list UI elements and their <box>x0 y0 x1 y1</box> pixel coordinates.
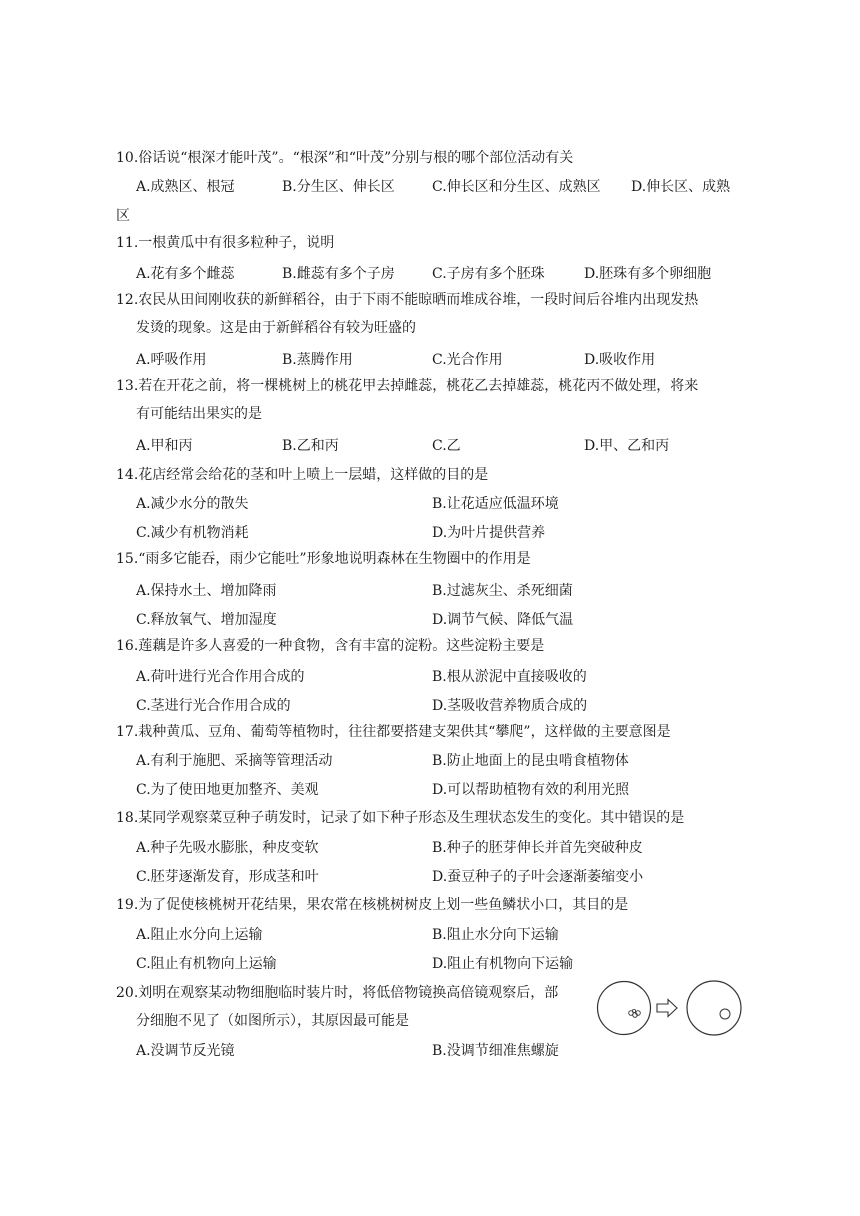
question-20-stem: 20.刘明在观察某动物细胞临时装片时，将低倍物镜换高倍镜观察后，部 <box>116 985 559 1001</box>
q14-option-c: C.减少有机物消耗 <box>136 525 249 541</box>
q17-option-c: C.为了使田地更加整齐、美观 <box>136 782 319 798</box>
q12-option-c: C.光合作用 <box>432 352 503 368</box>
q19-option-b: B.阻止水分向下运输 <box>432 927 559 943</box>
q12-option-d: D.吸收作用 <box>584 352 656 368</box>
question-19-stem: 19.为了促使核桃树开花结果，果农常在核桃树树皮上划一些鱼鳞状小口，其目的是 <box>116 897 629 913</box>
question-14-stem: 14.花店经常会给花的茎和叶上喷上一层蜡，这样做的目的是 <box>116 467 489 483</box>
q11-option-c: C.子房有多个胚珠 <box>432 266 545 282</box>
q18-option-b: B.种子的胚芽伸长并首先突破种皮 <box>432 840 643 856</box>
q12-option-b: B.蒸腾作用 <box>282 352 353 368</box>
question-11-stem: 11.一根黄瓜中有很多粒种子，说明 <box>116 235 335 251</box>
q13-option-c: C.乙 <box>432 438 461 454</box>
q10-option-d-wrap: 区 <box>116 208 130 224</box>
hollow-right-arrow-icon <box>657 1000 677 1017</box>
q13-option-a: A.甲和丙 <box>136 438 193 454</box>
q14-option-b: B.让花适应低温环境 <box>432 496 559 512</box>
question-10-stem: 10.俗话说“根深才能叶茂”。“根深”和“叶茂”分别与根的哪个部位活动有关 <box>116 150 574 166</box>
q14-option-a: A.减少水分的散失 <box>136 496 249 512</box>
question-20-stem-cont: 分细胞不见了（如图所示），其原因最可能是 <box>136 1013 409 1029</box>
q14-option-d: D.为叶片提供营养 <box>432 525 546 541</box>
q15-option-d: D.调节气候、降低气温 <box>432 612 574 628</box>
q16-option-d: D.茎吸收营养物质合成的 <box>432 698 588 714</box>
q20-option-a: A.没调节反光镜 <box>136 1043 235 1059</box>
q17-option-b: B.防止地面上的昆虫啃食植物体 <box>432 753 629 769</box>
question-17-stem: 17.栽种黄瓜、豆角、葡萄等植物时，往往都要搭建支架供其“攀爬”，这样做的主要意图是 <box>116 724 671 740</box>
question-16-stem: 16.莲藕是许多人喜爱的一种食物，含有丰富的淀粉。这些淀粉主要是 <box>116 638 545 654</box>
question-13-stem: 13.若在开花之前，将一棵桃树上的桃花甲去掉雌蕊，桃花乙去掉雄蕊，桃花丙不做处理，将来 <box>116 378 699 394</box>
question-13-stem-cont: 有可能结出果实的是 <box>136 406 262 422</box>
q11-option-d: D.胚珠有多个卵细胞 <box>584 266 712 282</box>
q13-option-d: D.甲、乙和丙 <box>584 438 670 454</box>
q16-option-a: A.荷叶进行光合作用合成的 <box>136 669 305 685</box>
q10-option-c: C.伸长区和分生区、成熟区 <box>432 179 601 195</box>
q17-option-d: D.可以帮助植物有效的利用光照 <box>432 782 630 798</box>
q16-option-c: C.茎进行光合作用合成的 <box>136 698 291 714</box>
q11-option-a: A.花有多个雌蕊 <box>136 266 235 282</box>
question-12-stem-cont: 发烫的现象。这是由于新鲜稻谷有较为旺盛的 <box>136 320 416 336</box>
q18-option-c: C.胚芽逐渐发育，形成茎和叶 <box>136 869 319 885</box>
microscope-view-figure <box>594 980 744 1036</box>
question-15-stem: 15.“雨多它能吞，雨少它能吐”形象地说明森林在生物圈中的作用是 <box>116 551 531 567</box>
cell-cluster-icon <box>629 1009 641 1017</box>
q15-option-b: B.过滤灰尘、杀死细菌 <box>432 583 573 599</box>
q12-option-a: A.呼吸作用 <box>136 352 207 368</box>
q10-option-a: A.成熟区、根冠 <box>136 179 235 195</box>
low-power-field-view <box>598 982 651 1035</box>
q16-option-b: B.根从淤泥中直接吸收的 <box>432 669 587 685</box>
question-18-stem: 18.某同学观察菜豆种子萌发时，记录了如下种子形态及生理状态发生的变化。其中错误的是 <box>116 810 685 826</box>
q11-option-b: B.雌蕊有多个子房 <box>282 266 395 282</box>
q19-option-a: A.阻止水分向上运输 <box>136 927 263 943</box>
q19-option-d: D.阻止有机物向下运输 <box>432 956 574 972</box>
q17-option-a: A.有利于施肥、采摘等管理活动 <box>136 753 333 769</box>
q10-option-d: D.伸长区、成熟 <box>631 179 731 195</box>
q18-option-a: A.种子先吸水膨胀，种皮变软 <box>136 840 319 856</box>
q20-option-b: B.没调节细准焦螺旋 <box>432 1043 559 1059</box>
q15-option-c: C.释放氧气、增加湿度 <box>136 612 277 628</box>
q18-option-d: D.蚕豆种子的子叶会逐渐萎缩变小 <box>432 869 644 885</box>
q13-option-b: B.乙和丙 <box>282 438 339 454</box>
high-power-field-view <box>687 981 741 1035</box>
question-12-stem: 12.农民从田间刚收获的新鲜稻谷，由于下雨不能晾晒而堆成谷堆，一段时间后谷堆内出现发热 <box>116 292 699 308</box>
q19-option-c: C.阻止有机物向上运输 <box>136 956 277 972</box>
q10-option-b: B.分生区、伸长区 <box>282 179 395 195</box>
q15-option-a: A.保持水土、增加降雨 <box>136 583 277 599</box>
